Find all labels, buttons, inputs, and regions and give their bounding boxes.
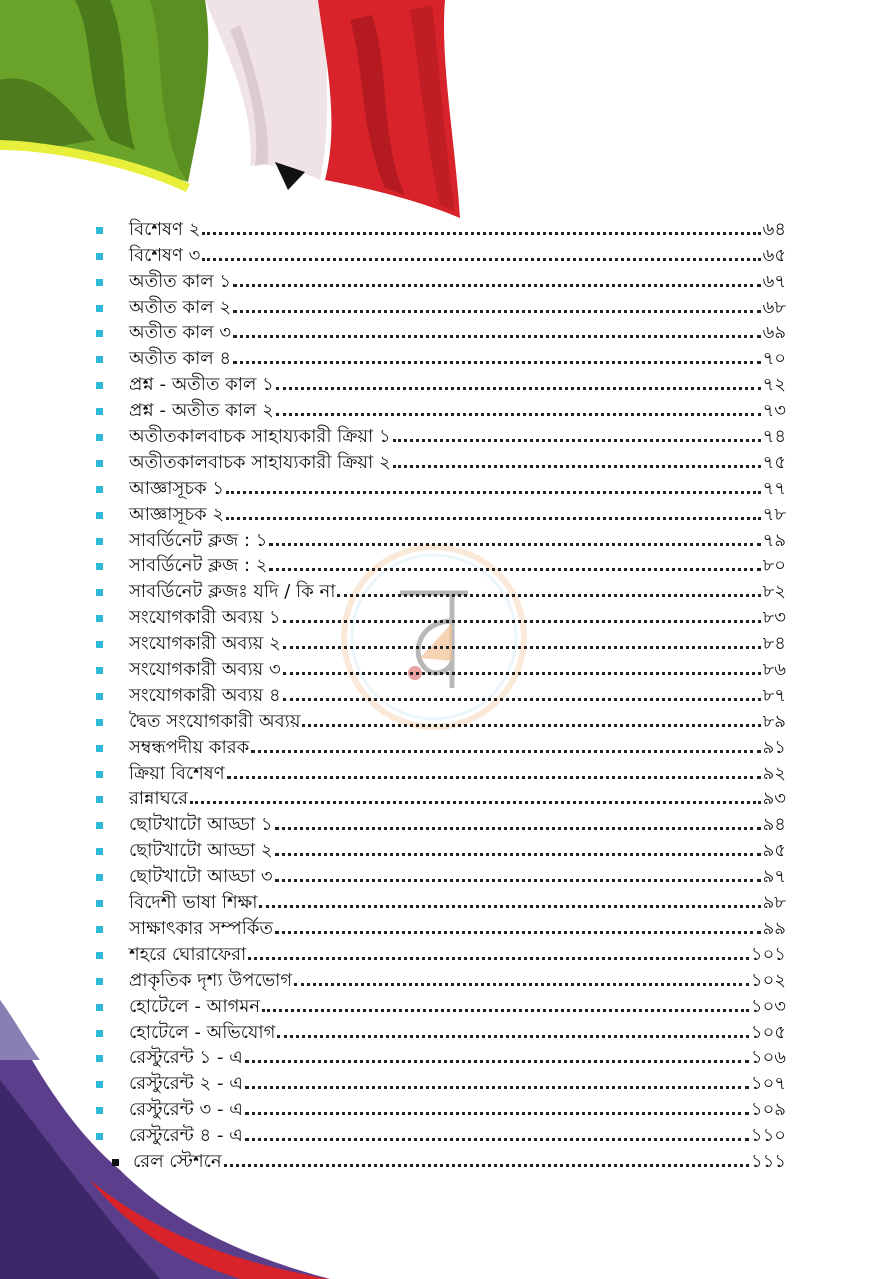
toc-entry-page: ১০১ bbox=[750, 943, 786, 965]
toc-entry bbox=[96, 551, 786, 577]
toc-entry bbox=[96, 1094, 786, 1120]
square-bullet-icon bbox=[96, 1107, 103, 1114]
toc-entry-page: ৮৩ bbox=[762, 607, 786, 629]
square-bullet-icon bbox=[96, 719, 103, 726]
toc-entry bbox=[96, 784, 786, 810]
dot-leader bbox=[202, 232, 760, 235]
toc-entry-page: ৯৪ bbox=[762, 814, 786, 836]
square-bullet-icon bbox=[96, 900, 103, 907]
dot-leader bbox=[393, 439, 761, 442]
toc-entry-title: অতীত কাল ২ bbox=[129, 296, 232, 318]
toc-entry-title: হোটেলে - আগমন bbox=[129, 995, 261, 1017]
dot-leader bbox=[226, 491, 761, 494]
toc-entry-page: ১০৬ bbox=[750, 1047, 786, 1069]
dot-leader bbox=[227, 776, 761, 779]
square-bullet-icon bbox=[112, 1159, 119, 1166]
toc-entry bbox=[96, 266, 786, 292]
square-bullet-icon bbox=[96, 356, 103, 363]
square-bullet-icon bbox=[96, 952, 103, 959]
toc-entry-page: ৬৭ bbox=[762, 270, 786, 292]
dot-leader bbox=[283, 672, 761, 675]
square-bullet-icon bbox=[96, 1030, 103, 1037]
toc-entry-page: ৯৭ bbox=[762, 866, 786, 888]
toc-entry bbox=[96, 939, 786, 965]
toc-entry bbox=[96, 576, 786, 602]
flag-illustration bbox=[0, 0, 460, 218]
toc-entry bbox=[96, 525, 786, 551]
toc-entry-title: ছোটখাটো আড্ডা ৩ bbox=[129, 866, 273, 888]
toc-entry-page: ৯২ bbox=[762, 762, 786, 784]
toc-entry bbox=[96, 447, 786, 473]
toc-entry-title: সাবর্ডিনেট ক্লজ : ২ bbox=[129, 555, 268, 577]
square-bullet-icon bbox=[96, 279, 103, 286]
toc-entry bbox=[96, 680, 786, 706]
toc-entry bbox=[96, 732, 786, 758]
toc-entry-title: সাবর্ডিনেট ক্লজ : ১ bbox=[129, 529, 268, 551]
toc-entry bbox=[96, 473, 786, 499]
toc-entry-page: ৭২ bbox=[762, 374, 786, 396]
toc-entry-title: অতীত কাল ১ bbox=[129, 270, 232, 292]
toc-entry bbox=[96, 809, 786, 835]
dot-leader bbox=[262, 1009, 749, 1012]
square-bullet-icon bbox=[96, 563, 103, 570]
square-bullet-icon bbox=[96, 848, 103, 855]
toc-entry bbox=[96, 1146, 786, 1172]
toc-entry-page: ৭৭ bbox=[762, 477, 786, 499]
square-bullet-icon bbox=[96, 796, 103, 803]
toc-entry-title: রেস্টুরেন্ট ২ - এ bbox=[129, 1073, 243, 1095]
toc-entry-title: সাক্ষাৎকার সম্পর্কিত bbox=[129, 917, 273, 939]
toc-entry-page: ৮৬ bbox=[762, 659, 786, 681]
dot-leader bbox=[275, 853, 761, 856]
toc-entry-title: ছোটখাটো আড্ডা ২ bbox=[129, 840, 273, 862]
toc-entry-page: ৮০ bbox=[762, 555, 786, 577]
square-bullet-icon bbox=[96, 382, 103, 389]
dot-leader bbox=[302, 724, 760, 727]
dot-leader bbox=[269, 543, 760, 546]
toc-entry-title: রেস্টুরেন্ট ১ - এ bbox=[129, 1047, 243, 1069]
dot-leader bbox=[275, 931, 761, 934]
table-of-contents bbox=[96, 214, 786, 1172]
square-bullet-icon bbox=[96, 253, 103, 260]
square-bullet-icon bbox=[96, 615, 103, 622]
toc-entry-page: ৭৮ bbox=[762, 503, 786, 525]
dot-leader bbox=[337, 594, 760, 597]
toc-entry-page: ৬৫ bbox=[762, 244, 786, 266]
toc-entry-page: ৭৩ bbox=[762, 400, 786, 422]
square-bullet-icon bbox=[96, 745, 103, 752]
toc-entry bbox=[96, 214, 786, 240]
toc-entry bbox=[96, 421, 786, 447]
dot-leader bbox=[276, 387, 761, 390]
square-bullet-icon bbox=[96, 434, 103, 441]
square-bullet-icon bbox=[96, 227, 103, 234]
toc-entry-title: প্রশ্ন - অতীত কাল ১ bbox=[129, 374, 274, 396]
toc-entry bbox=[96, 758, 786, 784]
dot-leader bbox=[245, 1060, 749, 1063]
toc-entry-page: ৬৯ bbox=[762, 322, 786, 344]
dot-leader bbox=[269, 568, 760, 571]
toc-entry-page: ১০৭ bbox=[750, 1073, 786, 1095]
square-bullet-icon bbox=[96, 926, 103, 933]
toc-entry bbox=[96, 499, 786, 525]
square-bullet-icon bbox=[96, 538, 103, 545]
square-bullet-icon bbox=[96, 1004, 103, 1011]
dot-leader bbox=[259, 905, 760, 908]
toc-entry bbox=[96, 991, 786, 1017]
toc-entry bbox=[96, 318, 786, 344]
dot-leader bbox=[277, 1035, 749, 1038]
square-bullet-icon bbox=[96, 1081, 103, 1088]
toc-entry-page: ১০৯ bbox=[750, 1099, 786, 1121]
toc-entry-page: ৯৮ bbox=[762, 892, 786, 914]
toc-entry bbox=[96, 861, 786, 887]
dot-leader bbox=[275, 827, 761, 830]
toc-entry-title: রেস্টুরেন্ট ৪ - এ bbox=[129, 1125, 243, 1147]
toc-entry-page: ৮৯ bbox=[762, 710, 786, 732]
toc-entry bbox=[96, 628, 786, 654]
toc-entry-title: সম্বন্ধপদীয় কারক bbox=[129, 736, 250, 758]
toc-entry-page: ১০৫ bbox=[750, 1021, 786, 1043]
square-bullet-icon bbox=[96, 693, 103, 700]
dot-leader bbox=[294, 983, 749, 986]
toc-entry-title: হোটেলে - অভিযোগ bbox=[129, 1021, 276, 1043]
dot-leader bbox=[283, 620, 761, 623]
toc-entry-page: ৬৮ bbox=[762, 296, 786, 318]
square-bullet-icon bbox=[96, 771, 103, 778]
toc-entry-title: সংযোগকারী অব্যয় ৪ bbox=[129, 684, 281, 706]
toc-entry-page: ৮২ bbox=[762, 581, 786, 603]
toc-entry-page: ৮৪ bbox=[762, 633, 786, 655]
toc-entry-title: ছোটখাটো আড্ডা ১ bbox=[129, 814, 273, 836]
dot-leader bbox=[283, 698, 761, 701]
toc-entry-page: ৬৪ bbox=[762, 218, 786, 240]
toc-entry bbox=[96, 602, 786, 628]
toc-entry bbox=[96, 1017, 786, 1043]
toc-entry bbox=[96, 292, 786, 318]
toc-entry-page: ৭৫ bbox=[762, 451, 786, 473]
toc-entry bbox=[96, 369, 786, 395]
toc-entry-page: ৯৫ bbox=[762, 840, 786, 862]
toc-entry-page: ১০৩ bbox=[750, 995, 786, 1017]
square-bullet-icon bbox=[96, 1133, 103, 1140]
toc-entry-title: অতীতকালবাচক সাহায্যকারী ক্রিয়া ১ bbox=[129, 426, 391, 448]
toc-entry-page: ৭০ bbox=[762, 348, 786, 370]
dot-leader bbox=[245, 1112, 749, 1115]
dot-leader bbox=[283, 646, 761, 649]
toc-entry bbox=[96, 887, 786, 913]
toc-entry bbox=[96, 835, 786, 861]
dot-leader bbox=[233, 310, 760, 313]
square-bullet-icon bbox=[96, 512, 103, 519]
dot-leader bbox=[233, 361, 760, 364]
square-bullet-icon bbox=[96, 330, 103, 337]
toc-entry-page: ৯৯ bbox=[762, 917, 786, 939]
square-bullet-icon bbox=[96, 874, 103, 881]
toc-entry-title: আজ্ঞাসূচক ১ bbox=[129, 477, 225, 499]
dot-leader bbox=[226, 517, 761, 520]
toc-entry-title: সংযোগকারী অব্যয় ২ bbox=[129, 633, 281, 655]
toc-entry bbox=[96, 1068, 786, 1094]
toc-entry-title: শহরে ঘোরাফেরা bbox=[129, 943, 247, 965]
toc-entry-title: রেস্টুরেন্ট ৩ - এ bbox=[129, 1099, 243, 1121]
square-bullet-icon bbox=[96, 589, 103, 596]
toc-entry-page: ১১০ bbox=[750, 1125, 786, 1147]
toc-entry-title: বিশেষণ ৩ bbox=[129, 244, 201, 266]
dot-leader bbox=[224, 1164, 749, 1167]
toc-entry-title: ক্রিয়া বিশেষণ bbox=[129, 762, 225, 784]
toc-entry-title: বিদেশী ভাষা শিক্ষা bbox=[129, 892, 258, 914]
toc-entry-page: ১১১ bbox=[750, 1150, 786, 1172]
toc-entry-title: প্রশ্ন - অতীত কাল ২ bbox=[129, 400, 274, 422]
toc-entry-title: আজ্ঞাসূচক ২ bbox=[129, 503, 225, 525]
toc-entry-page: ৯৩ bbox=[762, 788, 786, 810]
toc-entry-title: অতীত কাল ৪ bbox=[129, 348, 232, 370]
toc-entry-page: ৯১ bbox=[762, 736, 786, 758]
dot-leader bbox=[393, 465, 761, 468]
dot-leader bbox=[248, 957, 749, 960]
square-bullet-icon bbox=[96, 641, 103, 648]
toc-entry-title: সংযোগকারী অব্যয় ১ bbox=[129, 607, 281, 629]
dot-leader bbox=[233, 284, 760, 287]
square-bullet-icon bbox=[96, 305, 103, 312]
dot-leader bbox=[251, 750, 760, 753]
square-bullet-icon bbox=[96, 978, 103, 985]
toc-entry-title: রান্নাঘরে bbox=[129, 788, 188, 810]
toc-entry bbox=[96, 1043, 786, 1069]
dot-leader bbox=[233, 335, 760, 338]
toc-entry bbox=[96, 654, 786, 680]
toc-entry-title: রেল স্টেশনে bbox=[133, 1150, 222, 1172]
toc-entry-page: ৮৭ bbox=[762, 684, 786, 706]
toc-entry bbox=[96, 1120, 786, 1146]
dot-leader bbox=[245, 1086, 749, 1089]
toc-entry-page: ৭৪ bbox=[762, 426, 786, 448]
toc-entry bbox=[96, 965, 786, 991]
dot-leader bbox=[245, 1138, 749, 1141]
toc-entry bbox=[96, 395, 786, 421]
toc-entry-title: দ্বৈত সংযোগকারী অব্যয় bbox=[129, 710, 301, 732]
square-bullet-icon bbox=[96, 667, 103, 674]
toc-entry bbox=[96, 343, 786, 369]
toc-entry-title: সাবর্ডিনেট ক্লজঃ যদি / কি না bbox=[129, 581, 336, 603]
square-bullet-icon bbox=[96, 486, 103, 493]
toc-entry-page: ৭৯ bbox=[762, 529, 786, 551]
toc-entry-page: ১০২ bbox=[750, 969, 786, 991]
square-bullet-icon bbox=[96, 408, 103, 415]
toc-entry-title: প্রাকৃতিক দৃশ্য উপভোগ bbox=[129, 969, 293, 991]
dot-leader bbox=[202, 258, 760, 261]
square-bullet-icon bbox=[96, 822, 103, 829]
square-bullet-icon bbox=[96, 1055, 103, 1062]
toc-entry bbox=[96, 913, 786, 939]
dot-leader bbox=[275, 879, 761, 882]
toc-entry bbox=[96, 240, 786, 266]
toc-entry-title: অতীতকালবাচক সাহায্যকারী ক্রিয়া ২ bbox=[129, 451, 391, 473]
square-bullet-icon bbox=[96, 460, 103, 467]
toc-entry-title: অতীত কাল ৩ bbox=[129, 322, 232, 344]
toc-entry-title: বিশেষণ ২ bbox=[129, 218, 201, 240]
toc-entry bbox=[96, 706, 786, 732]
toc-entry-title: সংযোগকারী অব্যয় ৩ bbox=[129, 659, 281, 681]
dot-leader bbox=[190, 801, 761, 804]
dot-leader bbox=[276, 413, 761, 416]
